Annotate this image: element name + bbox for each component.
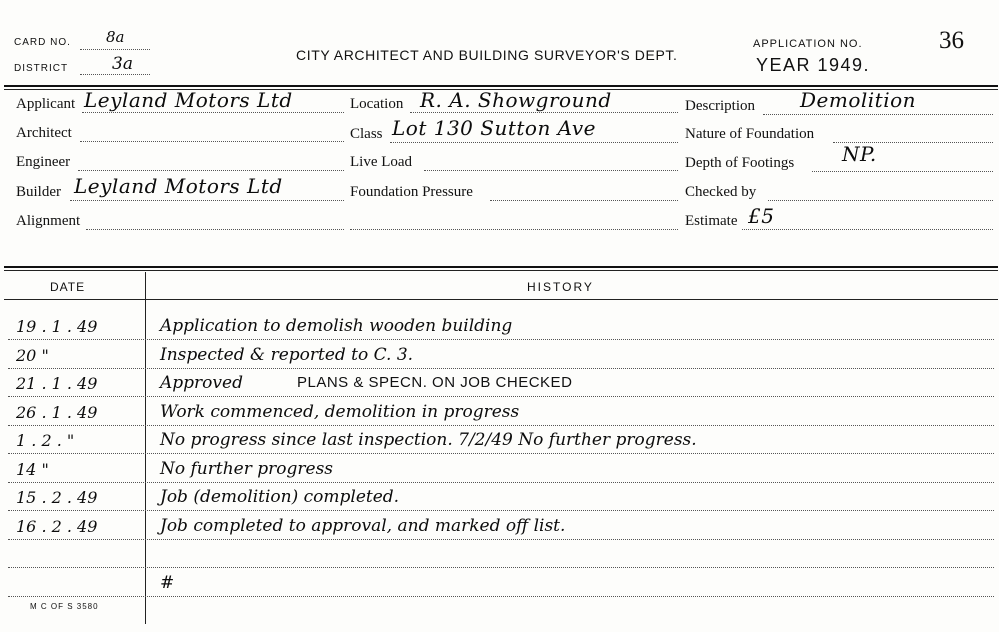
history-row-entry: Job completed to approval, and marked off list. [160, 515, 566, 536]
description-label: Description [685, 98, 755, 114]
location-label: Location [350, 96, 404, 112]
history-column-header: HISTORY [527, 280, 594, 294]
applicant-value: Leyland Motors Ltd [84, 88, 293, 112]
architect-label: Architect [16, 125, 72, 141]
foundation-pressure-label: Foundation Pressure [350, 184, 473, 200]
history-row-rule [8, 596, 994, 597]
history-row-stamp: PLANS & SPECN. ON JOB CHECKED [297, 374, 573, 391]
history-row-date: 16 . 2 . 49 [16, 516, 98, 536]
history-row-rule [8, 453, 994, 454]
live-load-label: Live Load [350, 154, 413, 170]
history-row-entry: Work commenced, demolition in progress [160, 401, 520, 422]
history-row-rule [8, 425, 994, 426]
column-divider [145, 272, 146, 624]
history-row-entry: Inspected & reported to C. 3. [160, 344, 414, 365]
history-row-entry: Approved [160, 373, 243, 393]
checked-by-label: Checked by [685, 184, 757, 200]
history-row-rule [8, 396, 994, 397]
alignment-label: Alignment [16, 213, 81, 229]
depth-of-footings-value: NP. [842, 142, 877, 166]
history-row-rule [8, 368, 994, 369]
history-row-date: 1 . 2 . " [16, 431, 75, 450]
dept-title: CITY ARCHITECT AND BUILDING SURVEYOR'S DEPT. [296, 47, 678, 63]
history-row-entry: Application to demolish wooden building [160, 316, 513, 336]
depth-of-footings-label: Depth of Footings [685, 155, 795, 171]
history-row-rule [8, 539, 994, 540]
history-row-rule [8, 567, 994, 568]
history-row-rule [8, 339, 994, 340]
history-row-date: 20 " [16, 345, 49, 365]
history-row-rule [8, 482, 994, 483]
engineer-label: Engineer [16, 154, 71, 170]
class-label: Class [350, 126, 383, 142]
date-column-header: DATE [50, 280, 86, 294]
description-value: Demolition [800, 88, 917, 112]
builder-value: Leyland Motors Ltd [74, 174, 283, 198]
history-row-date: 21 . 1 . 49 [16, 374, 98, 393]
history-row-entry: No progress since last inspection. 7/2/49 No further progress. [160, 430, 697, 450]
estimate-label: Estimate [685, 213, 738, 229]
year-label: YEAR 1949. [756, 55, 871, 75]
application-no-label: APPLICATION NO. [753, 38, 863, 50]
nature-of-foundation-label: Nature of Foundation [685, 126, 815, 142]
history-row-date: 15 . 2 . 49 [16, 488, 98, 507]
application-no-value: 36 [939, 27, 964, 54]
applicant-label: Applicant [16, 96, 76, 112]
district-value: 3a [112, 54, 133, 74]
history-row-date: 14 " [16, 459, 49, 479]
district-label: DISTRICT [14, 63, 69, 74]
history-row-entry: Job (demolition) completed. [160, 487, 400, 507]
history-row-date: 19 . 1 . 49 [16, 317, 98, 336]
location-value: R. A. Showground [420, 88, 612, 112]
history-row-date: 26 . 1 . 49 [16, 402, 98, 422]
builder-label: Builder [16, 184, 61, 200]
history-row-rule [8, 510, 994, 511]
estimate-value: £5 [748, 204, 775, 228]
history-row-entry: No further progress [160, 458, 334, 479]
card-no-label: CARD NO. [14, 37, 71, 48]
class-value: Lot 130 Sutton Ave [392, 116, 596, 140]
history-row-entry: # [160, 572, 175, 593]
card-no-value: 8a [106, 28, 125, 46]
form-code: M C OF S 3580 [30, 602, 99, 611]
